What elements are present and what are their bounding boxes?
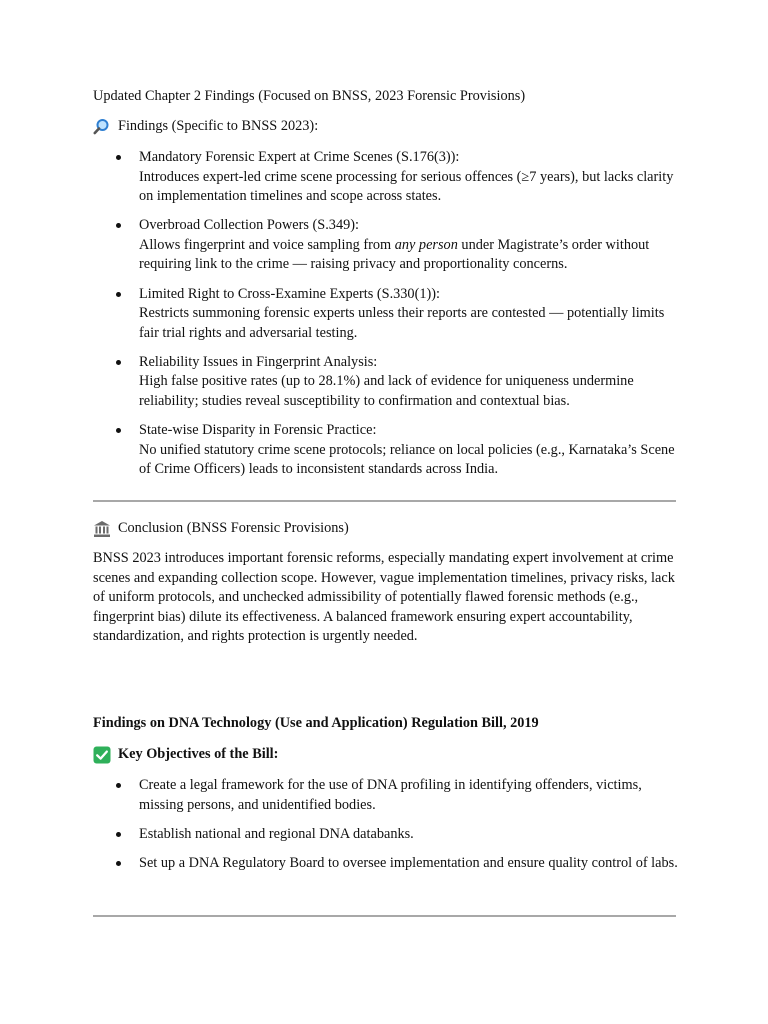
finding-body: No unified statutory crime scene protocols; reliance on local policies (e.g., Karnataka’s Scene of Crime Officers) leads to inconsistent standards across India.: [139, 441, 675, 478]
finding-body-end: under Magistrate’s order without requiring link to the crime — raising privacy and proportionality concerns.: [139, 236, 650, 273]
conclusion-paragraph: BNSS 2023 introduces important forensic reforms, especially mandating expert involvement at crime scenes and expanding collection scope. However, vague implementation timelines, privacy risks, lack of uniform protocols, and unchecked admissibility of potentially flawed forensic methods (e.g., fingerprint bias) dilute its effectiveness. A balanced framework ensuring expert accountability, standardization, and rights protection is urgently needed.: [93, 550, 675, 645]
list-item: [93, 285, 683, 344]
list-item: Set up a DNA Regulatory Board to oversee implementation and ensure quality control of labs.: [93, 854, 683, 874]
objectives-heading-row: [93, 745, 683, 765]
finding-title: Limited Right to Cross-Examine Experts (S.330(1)):: [139, 285, 440, 302]
bnss-findings-list: [93, 148, 683, 489]
list-item: [93, 421, 683, 480]
finding-body-start: Allows fingerprint and voice sampling from: [139, 236, 395, 253]
check-mark-icon: [93, 746, 111, 764]
magnifying-glass-icon: [93, 118, 111, 136]
conclusion-heading: Conclusion (BNSS Forensic Provisions): [118, 520, 349, 536]
finding-body: High false positive rates (up to 28.1%) and lack of evidence for uniqueness undermine reliability; studies reveal susceptibility to confirmation and contextual bias.: [139, 373, 634, 410]
classical-building-icon: [93, 520, 111, 538]
finding-body-emphasis: any person: [394, 236, 458, 253]
list-item: Create a legal framework for the use of DNA profiling in identifying offenders, victims, missing persons, and unidentified bodies.: [93, 776, 683, 815]
divider: [93, 915, 676, 917]
finding-title: State-wise Disparity in Forensic Practice:: [139, 422, 377, 439]
list-item: [93, 353, 683, 412]
objectives-heading: Key Objectives of the Bill:: [118, 746, 279, 762]
finding-title: Mandatory Forensic Expert at Crime Scenes (S.176(3)):: [139, 149, 460, 165]
dna-objectives-list: [93, 776, 683, 883]
findings-heading: Findings (Specific to BNSS 2023):: [118, 118, 319, 134]
finding-body: Introduces expert-led crime scene processing for serious offences (≥7 years), but lacks clarity on implementation timelines and scope across states.: [139, 168, 674, 205]
finding-title: Overbroad Collection Powers (S.349):: [139, 217, 359, 234]
divider: [93, 500, 676, 502]
finding-body: Restricts summoning forensic experts unless their reports are contested — potentially limits fair trial rights and adversarial testing.: [139, 305, 665, 341]
list-item: [93, 216, 683, 275]
section-title-dna-bill: Findings on DNA Technology (Use and Application) Regulation Bill, 2019: [93, 715, 539, 731]
section-title-bnss: Updated Chapter 2 Findings (Focused on BNSS, 2023 Forensic Provisions): [93, 88, 526, 104]
list-item: Establish national and regional DNA databanks.: [93, 825, 683, 845]
finding-body: [139, 236, 683, 275]
list-item: [93, 148, 683, 207]
finding-title: Reliability Issues in Fingerprint Analysis:: [139, 353, 378, 370]
conclusion-heading-row: [93, 519, 683, 539]
findings-heading-row: [93, 117, 683, 137]
